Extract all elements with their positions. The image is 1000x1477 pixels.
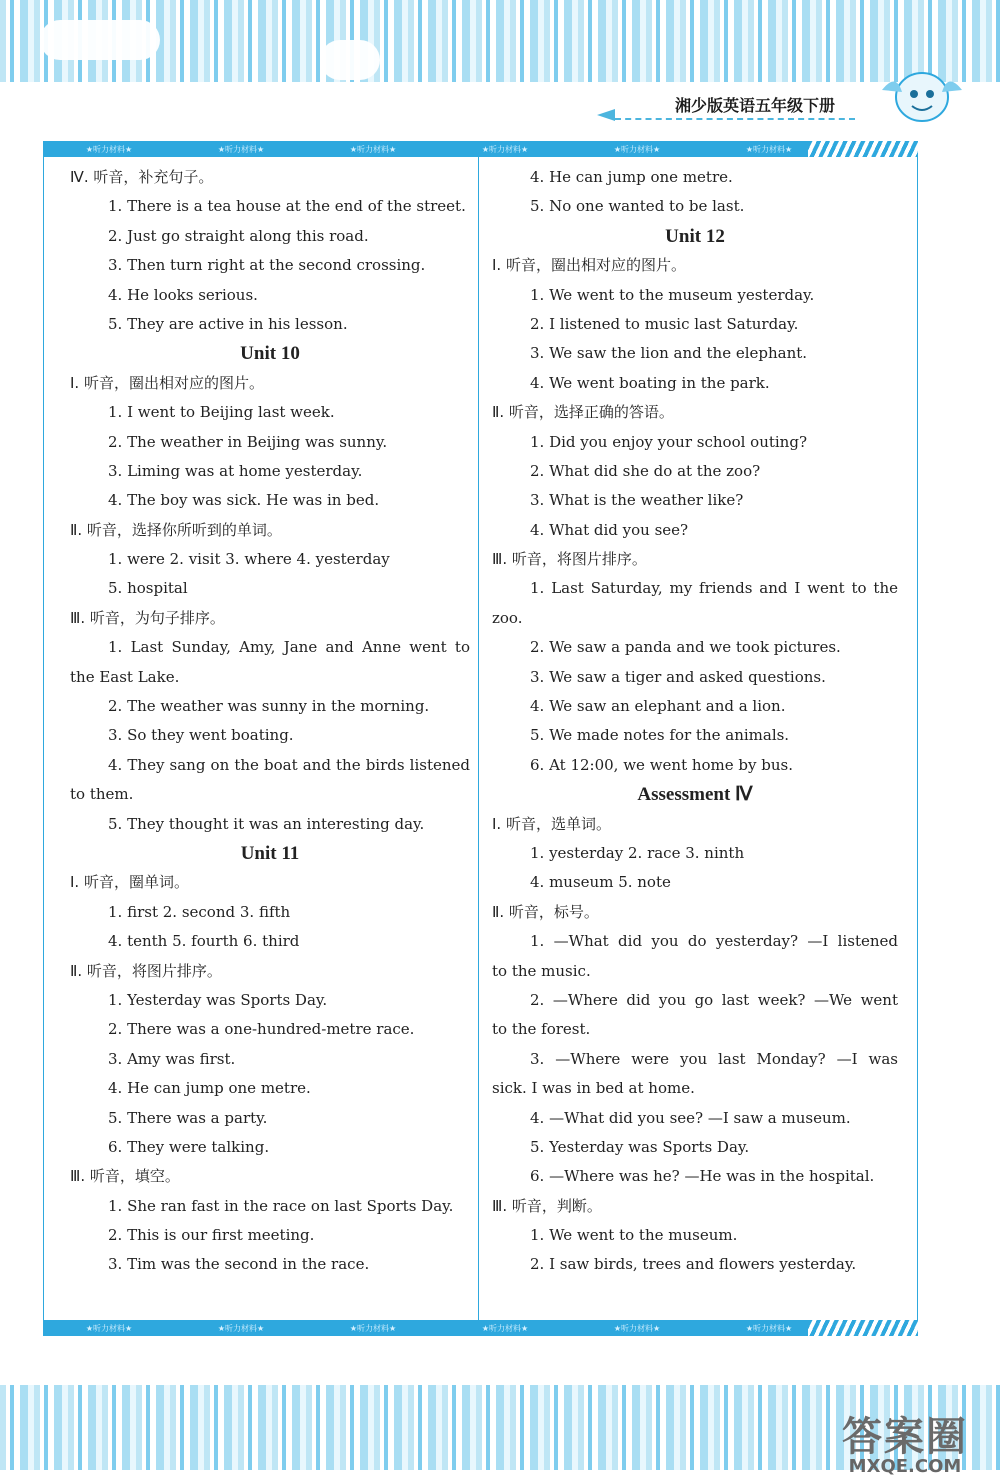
section-heading: Ⅲ. 听音，将图片排序。 [492,550,647,569]
strip-label: ★听力材料★ [613,144,661,154]
bottom-footer-strip [43,1320,918,1336]
item-line: 4. They sang on the boat and the birds listened [108,755,470,774]
continuation-line: zoo. [492,608,523,627]
item-line: 4. We went boating in the park. [530,373,770,392]
item-line: 4. tenth 5. fourth 6. third [108,932,300,951]
item-line: 5. Yesterday was Sports Day. [530,1137,750,1156]
section-heading: Ⅱ. 听音，选择正确的答语。 [492,403,674,422]
cloud-shape [320,40,380,80]
section-heading: Ⅰ. 听音，圈出相对应的图片。 [492,256,686,275]
item-line: 4. We saw an elephant and a lion. [530,697,786,716]
continuation-line: sick. I was in bed at home. [492,1079,695,1098]
section-heading: Ⅱ. 听音，将图片排序。 [70,961,222,980]
item-line: 1. —What did you do yesterday? —I listened [530,932,898,951]
item-line: 3. Then turn right at the second crossing. [108,256,426,275]
strip-hatch [808,141,918,157]
item-line: 2. The weather was sunny in the morning. [108,697,430,716]
section-heading: Ⅲ. 听音，填空。 [70,1167,180,1186]
strip-label: ★听力材料★ [85,1323,133,1333]
item-line: 6. At 12:00, we went home by bus. [530,755,793,774]
item-line: 5. We made notes for the animals. [530,726,790,745]
item-line: 3. Tim was the second in the race. [108,1255,370,1274]
item-line: 5. There was a party. [108,1108,268,1127]
item-line: 5. They are active in his lesson. [108,314,348,333]
item-line: 2. —Where did you go last week? —We went [530,990,898,1009]
strip-label: ★听力材料★ [217,1323,265,1333]
cloud-shape [40,20,160,60]
mascot-icon [862,62,982,136]
unit-heading: Assessment Ⅳ [637,784,753,806]
strip-label: ★听力材料★ [85,144,133,154]
item-line: 3. So they went boating. [108,726,294,745]
section-heading: Ⅲ. 听音，判断。 [492,1196,602,1215]
item-line: 4. He can jump one metre. [530,168,733,186]
continuation-line: to them. [70,785,134,804]
section-heading: Ⅱ. 听音，标号。 [492,902,599,921]
strip-label: ★听力材料★ [217,144,265,154]
item-line: 1. I went to Beijing last week. [108,403,335,422]
unit-heading: Unit 11 [240,842,300,864]
strip-label: ★听力材料★ [349,1323,397,1333]
item-line: 4. The boy was sick. He was in bed. [108,491,380,510]
item-line: 1. There is a tea house at the end of the street. [108,197,466,216]
item-line: 2. This is our first meeting. [108,1226,315,1245]
left-column [70,163,470,1280]
item-line: 3. —Where were you last Monday? —I was [530,1049,898,1068]
section-heading: Ⅰ. 听音，圈单词。 [70,873,189,892]
item-line: 1. Last Saturday, my friends and I went to the [530,579,898,598]
strip-label: ★听力材料★ [745,144,793,154]
item-line: 1. were 2. visit 3. where 4. yesterday [108,550,390,569]
section-heading: Ⅰ. 听音，选单词。 [492,814,611,833]
continuation-line: to the forest. [492,1020,591,1039]
item-line: 2. What did she do at the zoo? [530,461,761,480]
item-line: 2. The weather in Beijing was sunny. [108,432,388,451]
item-line: 4. museum 5. note [530,873,671,892]
item-line: 5. hospital [108,579,188,598]
item-line: 3. We saw the lion and the elephant. [530,344,808,363]
strip-label: ★听力材料★ [349,144,397,154]
item-line: 3. We saw a tiger and asked questions. [530,667,826,686]
item-line: 1. yesterday 2. race 3. ninth [530,843,745,862]
item-line: 4. He looks serious. [108,285,258,304]
strip-label: ★听力材料★ [481,144,529,154]
item-line: 1. Last Sunday, Amy, Jane and Anne went to [108,638,470,657]
top-header-strip [43,141,918,157]
item-line: 6. They were talking. [108,1137,270,1156]
item-line: 1. Did you enjoy your school outing? [530,432,807,451]
item-line: 1. We went to the museum yesterday. [530,285,815,304]
item-line: 3. Liming was at home yesterday. [108,461,363,480]
item-line: 3. Amy was first. [108,1049,236,1068]
unit-heading: Unit 10 [240,343,300,365]
book-title: 湘少版英语五年级下册 [674,96,835,115]
item-line: 1. She ran fast in the race on last Sports Day. [108,1196,454,1215]
section-heading: Ⅰ. 听音，圈出相对应的图片。 [70,373,264,392]
section-heading: Ⅱ. 听音，选择你所听到的单词。 [70,520,282,539]
item-line: 4. What did you see? [530,520,689,539]
column-divider [478,157,479,1320]
watermark-title: 答案圈 [842,1414,968,1460]
item-line: 1. first 2. second 3. fifth [108,902,291,921]
item-line: 3. What is the weather like? [530,491,744,510]
item-line: 5. No one wanted to be last. [530,197,745,216]
item-line: 1. We went to the museum. [530,1226,738,1245]
item-line: 6. —Where was he? —He was in the hospital. [530,1167,875,1186]
right-column [492,163,898,1280]
item-line: 4. —What did you see? —I saw a museum. [530,1108,851,1127]
continuation-line: the East Lake. [70,667,180,686]
item-line: 2. There was a one-hundred-metre race. [108,1020,415,1039]
section-heading: Ⅲ. 听音，为句子排序。 [70,608,225,627]
item-line: 4. He can jump one metre. [108,1079,311,1098]
unit-heading: Unit 12 [665,225,725,247]
strip-label: ★听力材料★ [481,1323,529,1333]
item-line: 2. I listened to music last Saturday. [530,314,799,333]
strip-label: ★听力材料★ [745,1323,793,1333]
arrow-left-icon [597,109,615,121]
title-divider [615,118,855,120]
strip-hatch [808,1320,918,1336]
item-line: 1. Yesterday was Sports Day. [108,990,328,1009]
item-line: 5. They thought it was an interesting day. [108,814,425,833]
item-line: 2. We saw a panda and we took pictures. [530,638,841,657]
continuation-line: to the music. [492,961,591,980]
item-line: 2. Just go straight along this road. [108,226,369,245]
strip-label: ★听力材料★ [613,1323,661,1333]
watermark-logo [820,1405,990,1477]
section-heading: Ⅳ. 听音，补充句子。 [70,168,214,186]
watermark-url: MXQE.COM [848,1456,962,1477]
item-line: 2. I saw birds, trees and flowers yesterday. [530,1255,857,1274]
